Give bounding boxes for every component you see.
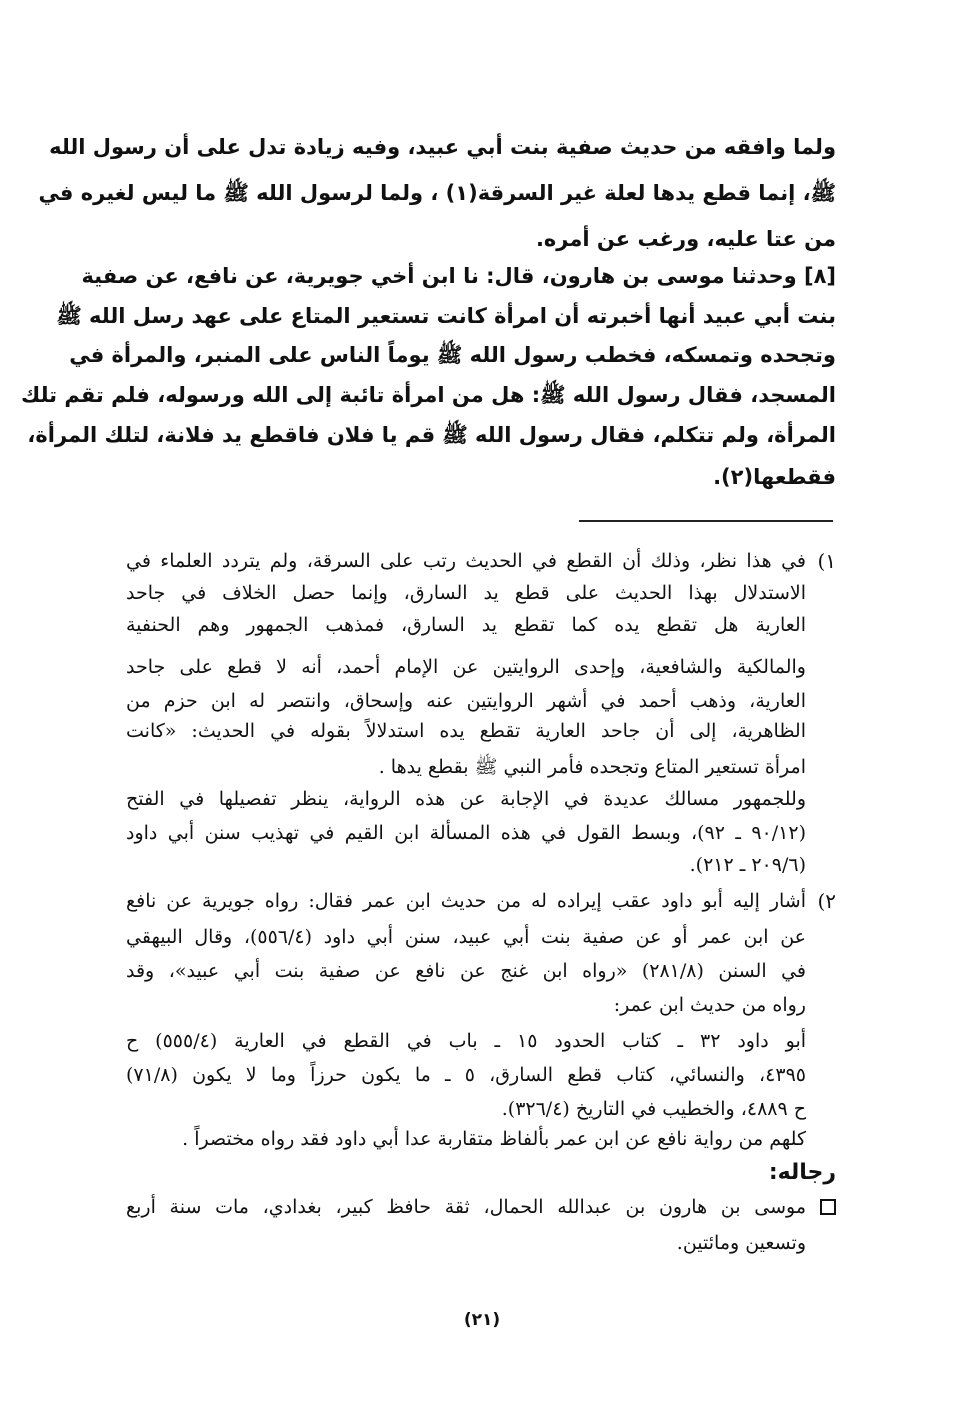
footnote-line: في هذا نظر، وذلك أن القطع في الحديث رتب على السرقة، ولم يتردد العلماء في xyxy=(126,550,806,572)
footnote-line: العارية هل تقطع يده كما تقطع يد السارق، فمذهب الجمهور وهم الحنفية xyxy=(126,614,806,636)
main-text-line: ﷺ، إنما قطع يدها لعلة غير السرقة(١) ، ولما لرسول الله ﷺ ما ليس لغيره في xyxy=(38,181,836,205)
footnote-number: ١) xyxy=(817,549,836,573)
main-text-line: بنت أبي عبيد أنها أخبرته أن امرأة كانت تستعير المتاع على عهد رسل الله ﷺ xyxy=(56,304,836,328)
main-text-line: من عتا عليه، ورغب عن أمره. xyxy=(535,227,836,251)
main-text-line: المسجد، فقال رسول الله ﷺ: هل من امرأة تائبة إلى الله ورسوله، فلم تقم تلك xyxy=(21,383,836,407)
footnote-line: ح ٤٨٨٩، والخطيب في التاريخ (٣٢٦/٤). xyxy=(501,1098,806,1120)
checkbox-icon xyxy=(820,1199,836,1215)
main-text-line: المرأة، ولم تتكلم، فقال رسول الله ﷺ قم يا فلان فاقطع يد فلانة، لتلك المرأة، xyxy=(27,423,836,447)
footnote-line: أبو داود ٣٢ ـ كتاب الحدود ١٥ ـ باب في القطع في العارية (٥٥٥/٤) ح xyxy=(126,1030,807,1052)
footnote-line: الظاهرية، إلى أن جاحد العارية تقطع يده استدلالاً بقوله في الحديث: «كانت xyxy=(126,720,806,742)
main-text-line: فقطعها(٢). xyxy=(713,465,836,489)
rijal-item-line: وتسعين ومائتين. xyxy=(676,1232,806,1254)
page-number: (٢١) xyxy=(463,1310,501,1330)
main-text-line: وتجحده وتمسكه، فخطب رسول الله ﷺ يوماً الناس على المنبر، والمرأة في xyxy=(69,343,836,367)
rijal-item xyxy=(126,1192,836,1262)
footnote-line: (٩٠/١٢ ـ ٩٢)، وبسط القول في هذه المسألة ابن القيم في تهذيب سنن أبي داود xyxy=(126,822,806,844)
rijal-heading: رجاله: xyxy=(768,1160,836,1185)
footnote-line: العارية، وذهب أحمد في أشهر الروايتين عنه وإسحاق، وانتصر له ابن حزم من xyxy=(126,690,806,712)
footnote-separator xyxy=(579,520,833,522)
rijal-item-line: موسى بن هارون بن عبدالله الحمال، ثقة حافظ كبير، بغدادي، مات سنة أربع xyxy=(126,1196,806,1218)
main-text-line: [٨] وحدثنا موسى بن هارون، قال: نا ابن أخي جويرية، عن نافع، عن صفية xyxy=(81,264,836,288)
footnote-line: أشار إليه أبو داود عقب إيراده له من حديث ابن عمر فقال: رواه جويرية عن نافع xyxy=(126,890,806,912)
footnote-line: ٤٣٩٥، والنسائي، كتاب قطع السارق، ٥ ـ ما يكون حرزاً وما لا يكون (٧١/٨) xyxy=(126,1064,806,1086)
footnote-line: امرأة تستعير المتاع وتجحده فأمر النبي ﷺ بقطع يدها . xyxy=(378,756,806,778)
footnote-line: وللجمهور مسالك عديدة في الإجابة عن هذه الرواية، ينظر تفصيلها في الفتح xyxy=(126,788,806,810)
footnote-line: الاستدلال بهذا الحديث على قطع يد السارق، وإنما حصل الخلاف في جاحد xyxy=(126,582,806,604)
footnote-line: رواه من حديث ابن عمر: xyxy=(613,994,806,1016)
footnote-line: في السنن (٢٨١/٨) «رواه ابن غنج عن نافع عن صفية بنت أبي عبيد»، وقد xyxy=(126,960,807,982)
main-text-line: ولما وافقه من حديث صفية بنت أبي عبيد، وفيه زيادة تدل على أن رسول الله xyxy=(49,135,836,159)
footnote-line: كلهم من رواية نافع عن ابن عمر بألفاظ متقاربة عدا أبي داود فقد رواه مختصراً . xyxy=(182,1128,806,1150)
footnote-line: (٢٠٩/٦ ـ ٢١٢). xyxy=(689,854,806,876)
footnote-number: ٢) xyxy=(817,889,836,913)
footnote-line: والمالكية والشافعية، وإحدى الروايتين عن الإمام أحمد، أنه لا قطع على جاحد xyxy=(126,656,806,678)
footnote-line: عن ابن عمر أو عن صفية بنت أبي عبيد، سنن أبي داود (٥٥٦/٤)، وقال البيهقي xyxy=(126,926,806,948)
